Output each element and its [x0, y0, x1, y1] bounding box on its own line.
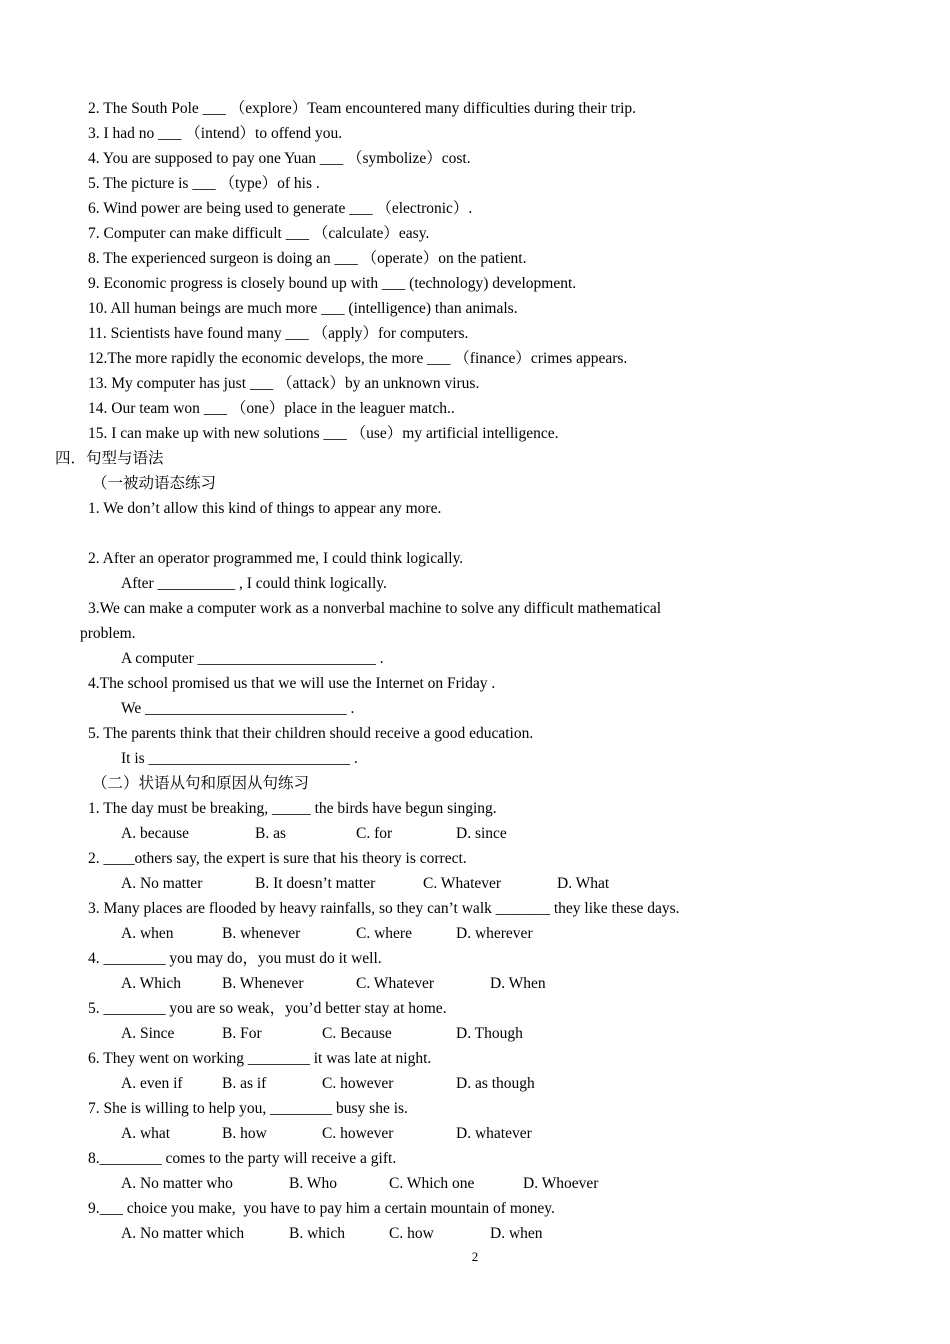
mc-option-d: D. wherever [456, 925, 533, 942]
mc-options-9 [121, 1224, 543, 1344]
fill-in-item-13: 13. My computer has just ___ （attack）by an unknown virus. [88, 375, 480, 392]
fill-in-item-8: 8. The experienced surgeon is doing an ___ （operate）on the patient. [88, 250, 527, 267]
mc-option-b: B. For [222, 1025, 262, 1042]
passive-question-3: 3.We can make a computer work as a nonverbal machine to solve any difficult mathematical [88, 600, 662, 617]
mc-option-b: B. Who [289, 1175, 337, 1192]
page-number: 2 [471, 1249, 479, 1264]
mc-option-c: C. however [322, 1075, 394, 1092]
mc-option-b: B. It doesn’t matter [255, 875, 376, 892]
mc-option-c: C. Which one [389, 1175, 475, 1192]
mc-question-2: 2. ____others say, the expert is sure that his theory is correct. [88, 850, 467, 867]
mc-option-b: B. whenever [222, 925, 301, 942]
mc-option-b: B. as [255, 825, 286, 842]
fill-in-item-5: 5. The picture is ___ （type）of his . [88, 175, 320, 192]
passive-question-2: 2. After an operator programmed me, I could think logically. [88, 550, 464, 567]
mc-option-c: C. how [389, 1225, 434, 1242]
mc-option-a: A. even if [121, 1075, 183, 1092]
fill-in-item-12: 12.The more rapidly the economic develops, the more ___ （finance）crimes appears. [88, 350, 628, 367]
mc-option-b: B. how [222, 1125, 267, 1142]
mc-option-c: C. for [356, 825, 393, 842]
mc-option-c: C. where [356, 925, 412, 942]
fill-in-item-7: 7. Computer can make difficult ___ （calculate）easy. [88, 225, 430, 242]
mc-option-c: C. Because [322, 1025, 392, 1042]
clauses-title: （二）状语从句和原因从句练习 [92, 775, 310, 792]
mc-question-5: 5. ________ you are so weak，you’d better stay at home. [88, 1000, 447, 1017]
mc-option-a: A. No matter which [121, 1225, 245, 1242]
mc-option-d: D. since [456, 825, 507, 842]
mc-option-d: D. whatever [456, 1125, 532, 1142]
mc-option-c: C. Whatever [423, 875, 502, 892]
mc-option-b: B. as if [222, 1075, 267, 1092]
mc-question-7: 7. She is willing to help you, ________ busy she is. [88, 1100, 408, 1117]
passive-answer-3: A computer _______________________ . [121, 650, 384, 667]
passive-question-3-continued: problem. [80, 625, 136, 642]
mc-option-d: D. What [557, 875, 610, 892]
passive-answer-2: After __________ , I could think logically. [121, 575, 387, 592]
fill-in-item-3: 3. I had no ___ （intend）to offend you. [88, 125, 343, 142]
mc-option-d: D. as though [456, 1075, 535, 1092]
mc-option-b: B. Whenever [222, 975, 304, 992]
fill-in-item-15: 15. I can make up with new solutions ___ （use）my artificial intelligence. [88, 425, 559, 442]
mc-option-a: A. because [121, 825, 189, 842]
mc-option-d: D. When [490, 975, 546, 992]
mc-option-d: D. when [490, 1225, 543, 1242]
fill-in-item-2: 2. The South Pole ___ （explore）Team encountered many difficulties during their trip. [88, 100, 637, 117]
fill-in-item-10: 10. All human beings are much more ___ (intelligence) than animals. [88, 300, 518, 317]
mc-option-b: B. which [289, 1225, 345, 1242]
mc-question-8: 8.________ comes to the party will receive a gift. [88, 1150, 397, 1167]
passive-question-1: 1. We don’t allow this kind of things to appear any more. [88, 500, 442, 517]
passive-question-5: 5. The parents think that their children should receive a good education. [88, 725, 534, 742]
mc-option-d: D. Though [456, 1025, 523, 1042]
mc-option-a: A. Which [121, 975, 181, 992]
fill-in-item-11: 11. Scientists have found many ___ （apply）for computers. [88, 325, 469, 342]
mc-question-9: 9.___ choice you make, you have to pay him a certain mountain of money. [88, 1200, 555, 1217]
passive-answer-5: It is __________________________ . [121, 750, 358, 767]
mc-question-6: 6. They went on working ________ it was late at night. [88, 1050, 432, 1067]
mc-option-d: D. Whoever [523, 1175, 599, 1192]
mc-option-a: A. No matter who [121, 1175, 233, 1192]
fill-in-item-14: 14. Our team won ___ （one）place in the leaguer match.. [88, 400, 455, 417]
mc-option-a: A. when [121, 925, 174, 942]
mc-question-3: 3. Many places are flooded by heavy rainfalls, so they can’t walk _______ they like these days. [88, 900, 680, 917]
mc-question-4: 4. ________ you may do，you must do it well. [88, 950, 382, 967]
mc-option-a: A. what [121, 1125, 171, 1142]
fill-in-item-4: 4. You are supposed to pay one Yuan ___ （symbolize）cost. [88, 150, 471, 167]
passive-answer-4: We __________________________ . [121, 700, 355, 717]
section-title: 四．句型与语法 [55, 450, 164, 467]
mc-option-c: C. however [322, 1125, 394, 1142]
mc-option-c: C. Whatever [356, 975, 435, 992]
mc-question-1: 1. The day must be breaking, _____ the birds have begun singing. [88, 800, 497, 817]
mc-option-a: A. Since [121, 1025, 175, 1042]
mc-option-a: A. No matter [121, 875, 203, 892]
passive-voice-title: （一被动语态练习 [92, 475, 217, 492]
fill-in-item-9: 9. Economic progress is closely bound up with ___ (technology) development. [88, 275, 577, 292]
passive-question-4: 4.The school promised us that we will use the Internet on Friday . [88, 675, 496, 692]
fill-in-item-6: 6. Wind power are being used to generate ___ （electronic）. [88, 200, 473, 217]
